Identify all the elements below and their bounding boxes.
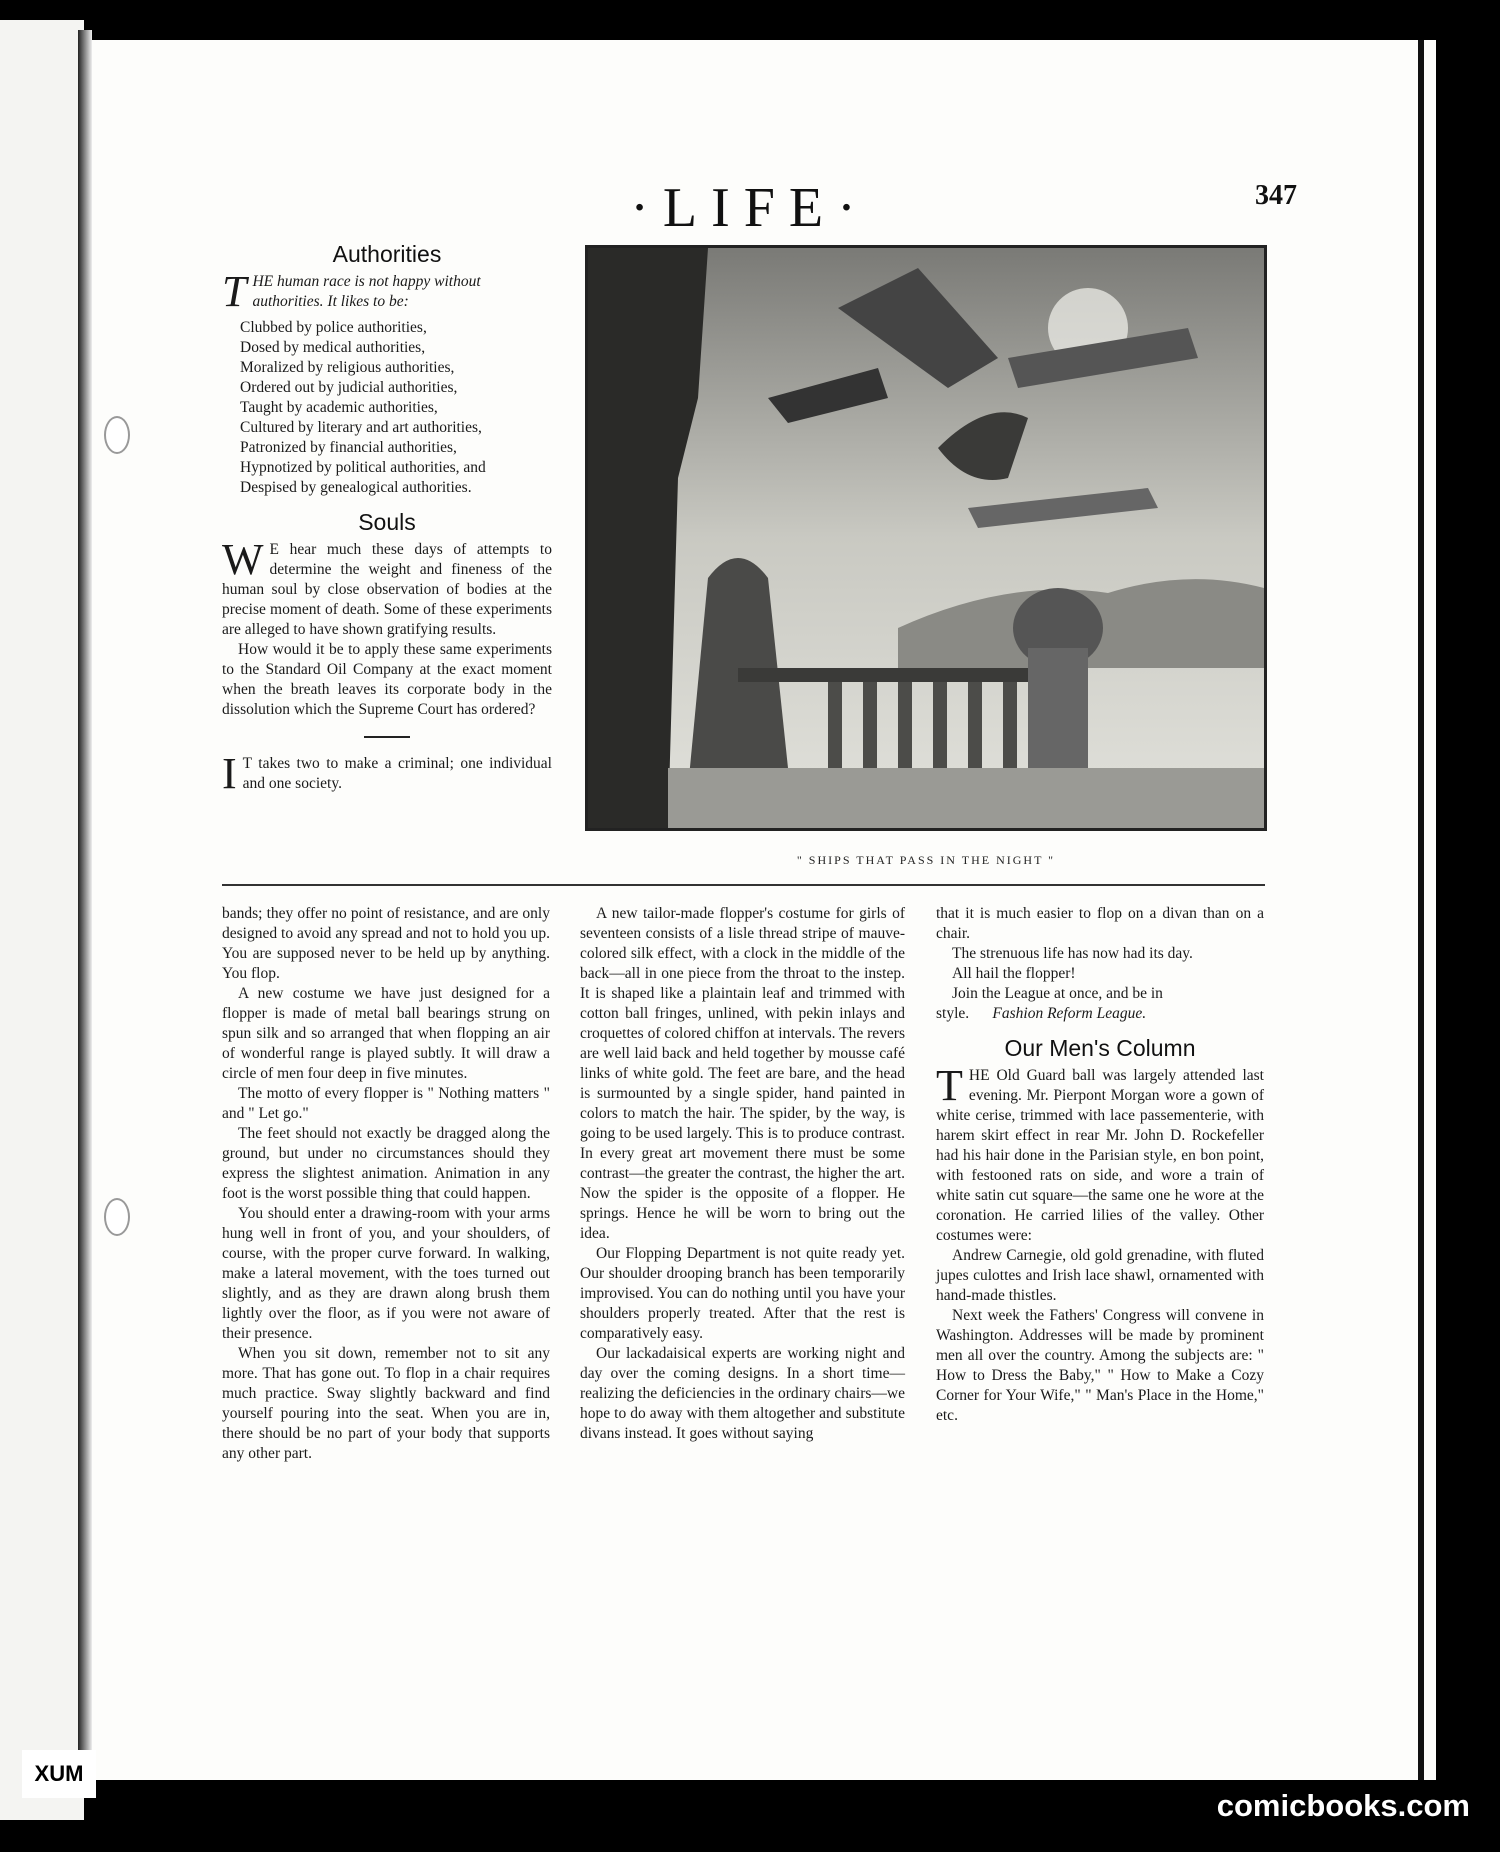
souls-paragraph-2: How would it be to apply these same experiments to the Standard Oil Company at the exact moment when the breath leaves its corporate body in the dissolution which the Supreme Court has ordered? [222, 641, 552, 718]
mens-paragraph-2: Andrew Carnegie, old gold grenadine, with fluted jupes culottes and Irish lace shawl, ornamented with hand-made thistles. [936, 1247, 1264, 1304]
binding-hole [104, 416, 130, 454]
list-item: Clubbed by police authorities, [240, 319, 427, 336]
list-item: Hypnotized by political authorities, and [240, 459, 486, 476]
left-page-edge [0, 20, 84, 1820]
masthead: ·LIFE· [630, 177, 870, 239]
flopper-column-1 [222, 904, 550, 1464]
horizontal-rule [222, 884, 1265, 886]
paragraph: A new tailor-made flopper's costume for girls of seventeen consists of a lisle thread stripe of mauve-colored silk effect, with a clock in the middle of the back—all in one piece from the throat to the instep. It is shaped like a plaintain leaf and trimmed with cotton ball fringes, unlined, with pekin inlays and croquettes of colored chiffon at intervals. The revers are well laid back and held together by mousse café links of white gold. The feet are bare, and the head is surmounted by a single spider, hand painted in colors to match the hair. The spider, by the way, is going to be used largely. This is to produce contrast. In every great art movement there must be some contrast—the greater the contrast, the higher the art. Now the spider is the opposite of a flopper. He springs. Hence he will be worn to bring out the idea. [580, 905, 905, 1242]
paragraph: bands; they offer no point of resistance, and are only designed to avoid any spread and not to hold you up. You are supposed never to be held up by anything. You flop. [222, 905, 550, 982]
list-item: Cultured by literary and art authorities, [240, 419, 482, 436]
mens-dropcap: T [936, 1061, 963, 1110]
souls-dropcap: W [222, 535, 264, 584]
section-divider [364, 736, 410, 738]
list-item: Dosed by medical authorities, [240, 339, 426, 356]
list-item: Ordered out by judicial authorities, [240, 379, 458, 396]
list-item: Taught by academic authorities, [240, 399, 438, 416]
paragraph: The strenuous life has now had its day. [952, 945, 1193, 962]
list-item: Despised by genealogical authorities. [240, 479, 472, 496]
flopper-column-2 [580, 904, 905, 1444]
watermark: comicbooks.com [1216, 1788, 1470, 1823]
list-item: Moralized by religious authorities, [240, 359, 455, 376]
paragraph: When you sit down, remember not to sit any more. That has gone out. To flop in a chair requires much practice. Sway slightly backward and find yourself pouring into the seat. When you are in, there should be no part of your body that supports any other part. [222, 1345, 550, 1462]
paragraph: A new costume we have just designed for a flopper is made of metal ball bearings strung on spun silk and so arranged that when flopping an air of wonderful range is played subtly. It will draw a circle of men four deep in five minutes. [222, 985, 550, 1082]
flopper-column-3 [936, 904, 1264, 1426]
paragraph: Our lackadaisical experts are working night and day over the coming designs. In a short time—realizing the deficiencies in the ordinary chairs—we hope to do away with them altogether and substitute divans instead. It goes without saying [580, 1345, 905, 1442]
illustration-artwork [588, 248, 1264, 828]
paragraph: The motto of every flopper is " Nothing matters " and " Let go." [222, 1085, 550, 1122]
join-text: Join the League at once, and be in style. [936, 985, 1163, 1022]
authorities-dropcap: T [222, 267, 247, 316]
authorities-list [222, 318, 552, 498]
illustration-caption: " SHIPS THAT PASS IN THE NIGHT " [796, 853, 1056, 867]
illustration-ships-that-pass [585, 245, 1267, 831]
criminal-text: T takes two to make a criminal; one individual and one society. [242, 755, 552, 792]
binding-hole [104, 1198, 130, 1236]
list-item: Patronized by financial authorities, [240, 439, 457, 456]
page-gutter [78, 30, 92, 1780]
souls-paragraph-1: E hear much these days of attempts to determine the weight and fineness of the human soul by close observation of bodies at the precise moment of death. Some of these experiments are alleged to have shown gratifying results. [222, 541, 552, 638]
authorities-heading: Authorities [332, 241, 442, 267]
mens-column-heading: Our Men's Column [1004, 1035, 1196, 1061]
criminal-dropcap: I [222, 749, 237, 798]
scan-tag: XUM [22, 1750, 96, 1798]
mens-paragraph-3: Next week the Fathers' Congress will convene in Washington. Addresses will be made by prominent men all over the country. Among the subjects are: " How to Dress the Baby," " How to Make a Cozy Corner for Your Wife," " Man's Place in the Home," etc. [936, 1307, 1264, 1424]
paragraph: The feet should not exactly be dragged along the ground, but under no circumstances should they express the slightest animation. Animation in any foot is the worst possible thing that could happen. [222, 1125, 550, 1202]
page-edge-line [1418, 40, 1424, 1780]
paragraph: that it is much easier to flop on a divan than on a chair. [936, 905, 1264, 942]
signature: Fashion Reform League. [992, 1005, 1147, 1022]
souls-heading: Souls [358, 509, 416, 535]
paragraph: Our Flopping Department is not quite ready yet. Our shoulder drooping branch has been temporarily improvised. You can do nothing until you have your shoulders properly treated. After that the rest is comparatively easy. [580, 1245, 905, 1342]
page-number: 347 [1255, 180, 1297, 211]
authorities-intro: HE human race is not happy without authorities. It likes to be: [252, 273, 481, 310]
authorities-column [222, 241, 552, 798]
paragraph: You should enter a drawing-room with your arms hung well in front of you, and your shoulders, of course, with the proper curve forward. In walking, make a lateral movement, with the toes turned out slightly, and as they are drawn along brush them lightly over the floor, as if you were not aware of their presence. [222, 1205, 550, 1342]
paragraph: All hail the flopper! [952, 965, 1076, 982]
mens-paragraph-1: HE Old Guard ball was largely attended last evening. Mr. Pierpont Morgan wore a gown of white cerise, trimmed with lace passementerie, with harem skirt effect in rear Mr. John D. Rockefeller had his hair done in the Parisian style, en bon point, with festooned rats on side, and wore a train of white satin cut square—the same one he wore at the coronation. He carried lilies of the valley. Other costumes were: [936, 1067, 1264, 1244]
